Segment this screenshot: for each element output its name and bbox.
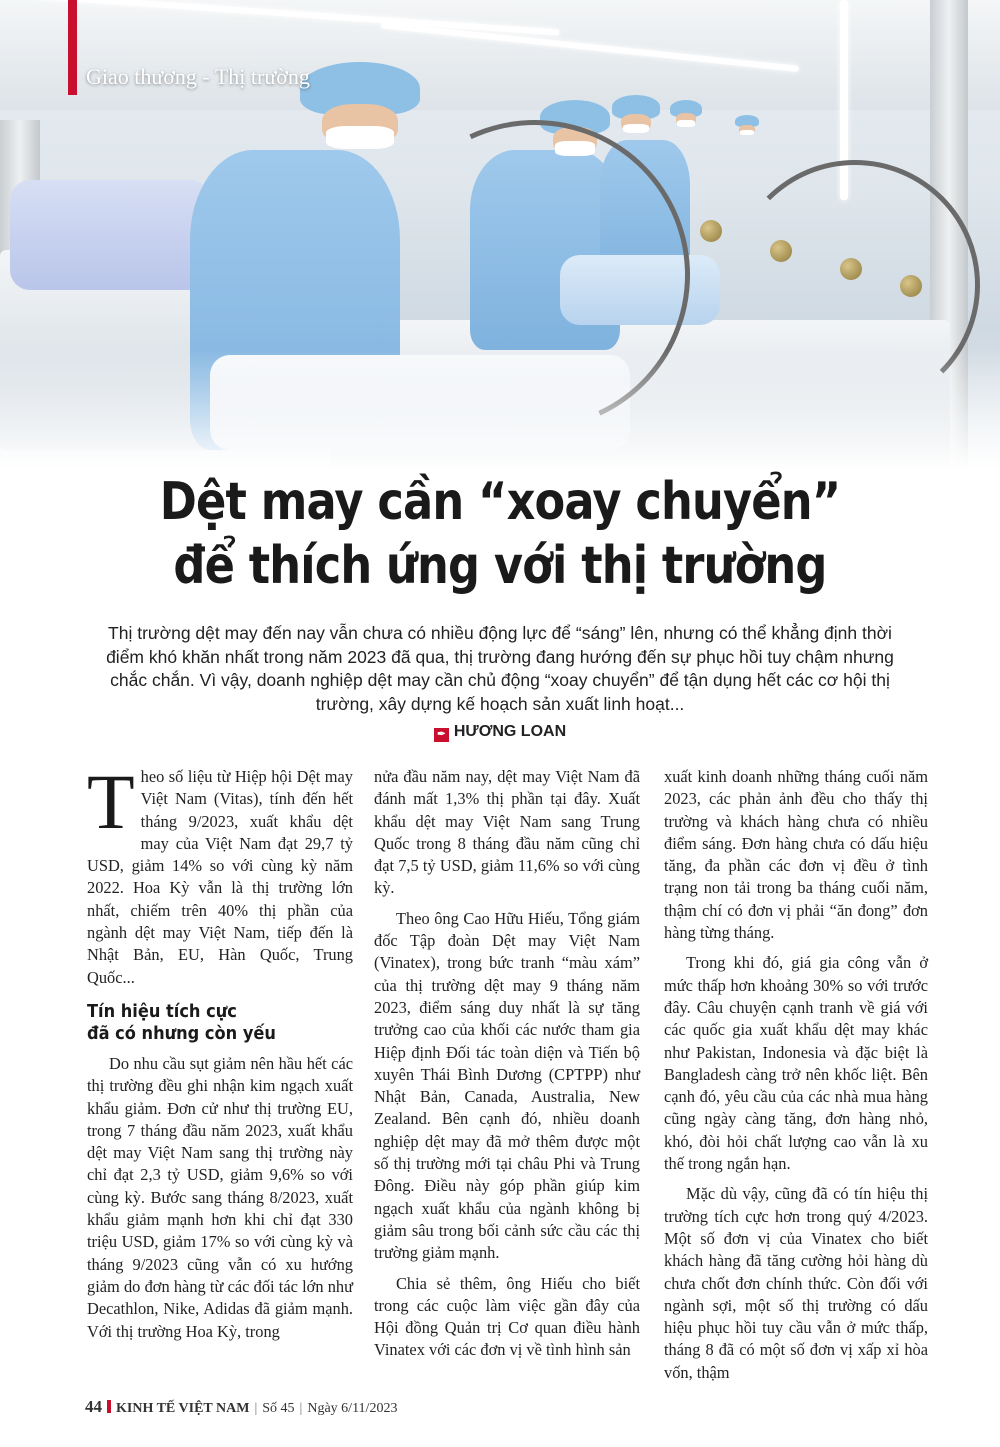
valve [840, 258, 862, 280]
headline-line-2: để thích ứng với thị trường [173, 536, 827, 596]
paragraph: Theo số liệu từ Hiệp hội Dệt may Việt Nam (Vitas), tính đến hết tháng 9/2023, xuất khẩu dệt may của Việt Nam đạt 29,7 tỷ USD, giảm 14% so với cùng kỳ năm 2022. Hoa Kỳ vẫn là thị trường lớn nhất, chiếm trên 40% thị phần của ngành dệt may Việt Nam, tiếp đến là Nhật Bản, EU, Hàn Quốc, Trung Quốc... [87, 758, 353, 987]
column-2 [374, 766, 640, 1362]
paragraph: Theo ông Cao Hữu Hiếu, Tổng giám đốc Tập đoàn Dệt may Việt Nam (Vinatex), trong bức tranh “màu xám” của thị trường dệt may 9 tháng năm 2023, điểm sáng duy nhất là sự tăng trưởng cao của khối các nước tham gia Hiệp định Đối tác toàn diện và Tiến bộ xuyên Thái Bình Dương (CPTPP) như Nhật Bản, Canada, Australia, New Zealand. Bên cạnh đó, nhiều doanh nghiệp dệt may đã mở thêm được một số thị trường mới tại châu Phi và Trung Đông. Điều này góp phần giúp kim ngạch xuất khẩu của ngành không bị giảm sâu trong bối cảnh sức cầu các thị trường giảm mạnh. [374, 908, 640, 1263]
page-footer: 44 KINH TẾ VIỆT NAM | Số 45 | Ngày 6/11/2023 [85, 1397, 398, 1416]
paragraph: Mặc dù vậy, cũng đã có tín hiệu thị trường tích cực hơn trong quý 4/2023. Một số đơn vị của Vinatex cho biết khách hàng đã tăng cường hỏi hàng dù chưa chốt đơn chính thức. Còn đối với ngành sợi, một số thị trường có dấu hiệu phục hồi tuy cầu vẫn ở mức thấp, tháng 8 đã có một số đơn vị xấp xỉ hòa vốn, thậm [664, 1184, 928, 1382]
column-3 [664, 766, 928, 1384]
page-number: 44 [85, 1397, 102, 1416]
section-label: Giao thương - Thị trường [86, 64, 310, 89]
worker [735, 115, 759, 147]
shirt-pile [10, 180, 210, 290]
valve [900, 275, 922, 297]
author-name: HƯƠNG LOAN [453, 723, 567, 740]
column-1 [87, 758, 353, 1343]
publication-name: KINH TẾ VIỆT NAM [116, 1401, 250, 1416]
worker [300, 62, 420, 202]
footer-accent [107, 1400, 111, 1413]
issue-date: Ngày 6/11/2023 [307, 1401, 398, 1416]
byline [0, 723, 1000, 742]
section-accent-bar [68, 0, 77, 95]
subheading: Tín hiệu tích cực đã có nhưng còn yếu [87, 1000, 276, 1044]
issue-number: Số 45 [262, 1401, 295, 1416]
headline-line-1: Dệt may cần “xoay chuyển” [159, 472, 841, 532]
photo-fade [0, 350, 1000, 470]
paragraph: nửa đầu năm nay, dệt may Việt Nam đã đánh mất 1,3% thị phần tại đây. Xuất khẩu dệt may Việt Nam sang Trung Quốc trong 8 tháng đầu năm cũng chỉ đạt 7,5 tỷ USD, giảm 11,6% so với cùng kỳ. [374, 767, 640, 898]
paragraph: Trong khi đó, giá gia công vẫn ở mức thấp hơn khoảng 30% so với trước đây. Câu chuyện cạnh tranh về giá với các quốc gia xuất khẩu dệt may khác như Pakistan, Indonesia và đặc biệt là Bangladesh càng trở nên khốc liệt. Bên cạnh đó, yêu cầu của các nhà mua hàng cũng ngày càng tăng, đơn hàng nhỏ, khó, đòi hỏi chất lượng cao vẫn là xu thế trong ngắn hạn. [664, 953, 928, 1174]
ceiling [0, 0, 1000, 110]
drop-cap: T [87, 758, 135, 845]
worker [670, 100, 702, 144]
paragraph: xuất kinh doanh những tháng cuối năm 2023, các phản ảnh đều cho thấy thị trường và khách hàng chưa có nhiều điểm sáng. Đơn hàng chưa có dấu hiệu tăng, đa phần các đơn vị đều ở tình trạng non tải trong ba tháng cuối năm, thậm chí có đơn vị phải “ăn đong” đơn hàng từng tháng. [664, 767, 928, 943]
pen-icon: ✒ [434, 728, 449, 742]
paragraph: Do nhu cầu sụt giảm nên hầu hết các thị trường đều ghi nhận kim ngạch xuất khẩu giảm. Đơn cử như thị trường EU, trong 7 tháng đầu năm 2023, xuất khẩu dệt may Việt Nam sang thị trường này chỉ đạt 2,3 tỷ USD, giảm 9,6% so với cùng kỳ. Bước sang tháng 8/2023, xuất khẩu giảm mạnh hơn khi chỉ đạt 330 triệu USD, giảm 17% so với cùng kỳ và tháng 9/2023 cũng vẫn có xu hướng giảm do đơn hàng từ các đối tác lớn như Decathlon, Nike, Adidas đã giảm mạnh. Với thị trường Hoa Kỳ, trong [87, 1053, 353, 1341]
valve [700, 220, 722, 242]
paragraph: Chia sẻ thêm, ông Hiếu cho biết trong các cuộc làm việc gần đây của Hội đồng Quản trị Cơ quan điều hành Vinatex với các đơn vị về tình hình sản [374, 1273, 640, 1360]
valve [770, 240, 792, 262]
lead-paragraph: Thị trường dệt may đến nay vẫn chưa có nhiều động lực để “sáng” lên, nhưng có thể khẳng định thời điểm khó khăn nhất trong năm 2023 đã qua, thị trường đang hướng đến sự phục hồi tuy chậm nhưng chắc chắn. Vì vậy, doanh nghiệp dệt may cần chủ động “xoay chuyển” để tận dụng hết các cơ hội thị trường, xây dựng kế hoạch sản xuất linh hoạt... [106, 623, 894, 714]
headline [70, 470, 930, 598]
